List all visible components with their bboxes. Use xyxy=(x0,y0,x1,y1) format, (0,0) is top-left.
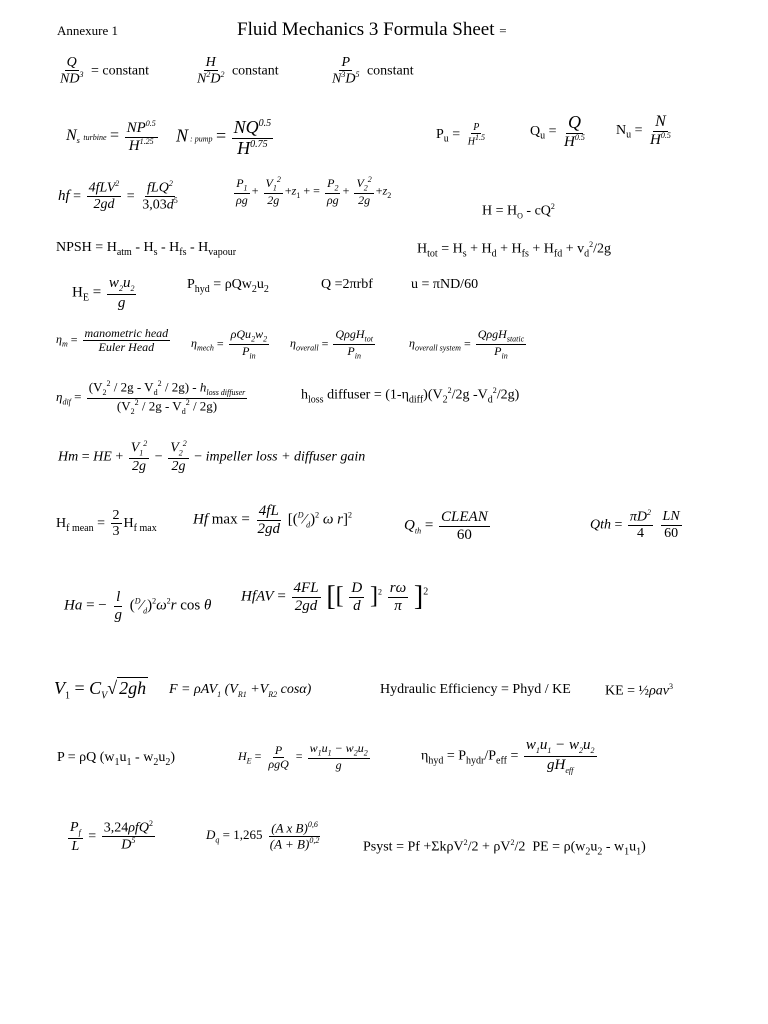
kinetic-energy-formula: KE = ½ρav$^3$ xyxy=(605,682,673,699)
qth-formula: Qth = $\frac{\pi D^2}{4}$ $\frac{LN}{60}$ xyxy=(590,508,680,542)
hydraulic-power-formula: $P_{hyd} = \rho Qw_2u_2$ xyxy=(187,277,269,295)
blade-speed-formula: u = πND/60 xyxy=(411,277,479,292)
turbine-label: turbine xyxy=(83,133,107,143)
unit-speed-formula: $N_u$ = $\frac{N}{H^{0.5}}$ xyxy=(616,113,671,148)
specific-speed-turbine: $N_s$ turbine = $\frac{NP^{0.5}}{H^{1.25}}$ xyxy=(66,119,156,154)
mechanical-efficiency-formula: $\eta_{mech}$ = $\frac{\rho Qu_2w_2}{P_{in}}$ xyxy=(191,327,268,361)
manometric-head-formula: Hm = HE + $\frac{V_1^2}{2g}$ − $\frac{V_2^2}{2g}$ − impeller loss + diffuser gain xyxy=(58,439,366,475)
overall-system-efficiency-formula: $\eta_{overall system}$ = $\frac{Q\rho gH_{static}}{P_{in}}$ xyxy=(409,327,525,361)
npsh-formula: NPSH = $H_{atm} - H_s - H_{fs} - H_{vapour}$ xyxy=(56,240,237,258)
mean-friction-head-formula: $H_{f mean}$ = $\frac{2}{3}$ $H_{f max}$ xyxy=(56,508,157,540)
diffuser-efficiency-formula: $\eta_{dif}$ = $\frac{(V_2^2 / 2g - V_d^2 / 2g) - h_{loss diffuser}}{(V_2^2 / 2g - V_d^2 / 2g)}$ xyxy=(56,379,246,416)
max-friction-head-formula: Hf max = $\frac{4fL}{2gd}$ [$(^D⁄_d)^2$ ω r]$^2$ xyxy=(193,503,353,537)
specific-speed-pump: N : pump = $\frac{NQ^{0.5}}{H^{0.75}}$ xyxy=(176,117,272,158)
title-mark: = xyxy=(499,23,507,38)
theoretical-flow-formula: $Q_{th}$ = $\frac{\text{CLEAN}}{60}$ xyxy=(404,509,488,543)
pump-power-formula: P = ρQ $(w_1u_1 - w_2u_2)$ xyxy=(57,750,175,768)
manometric-efficiency-formula: $\eta_m$ = $\frac{\text{manometric head}}{\text{Euler Head}}$ xyxy=(56,326,169,355)
equivalent-diameter-formula: $D_q = 1,265$ $\frac{(A x B)^{0,6}}{(A + B)^{0,2}}$ xyxy=(206,820,320,851)
constant-label-3: constant xyxy=(366,63,414,79)
constant-label-2: constant xyxy=(231,63,279,79)
page-title xyxy=(237,19,507,41)
unit-power-formula: $P_u$ = $\frac{P}{H^{1.5}}$ xyxy=(436,122,485,148)
power-coefficient-formula: $\frac{P}{N^3D^5}$ constant xyxy=(332,55,414,88)
flow-coefficient-formula: $\frac{Q}{ND^3}$ = constant xyxy=(60,55,150,88)
bernoulli-formula: $\frac{P_1}{\rho g}$ + $\frac{V_1^2}{2g}$ $+z_1$ + = $\frac{P_2}{\rho g}$ + $\frac{V_2^2}{2g}$ $+z_2$ xyxy=(236,175,392,208)
jet-force-formula: F = ρAV$_1$ ($V_{R1} +V_{R2}$ cosα) xyxy=(169,682,312,699)
title-text: Fluid Mechanics 3 Formula Sheet xyxy=(237,19,495,40)
acceleration-head-formula: Ha = − $\frac{l}{g}$ $(^D⁄_d)^2\omega^2r$ cos θ xyxy=(64,589,212,623)
euler-head-alt-formula: $H_E$ = $\frac{P}{\text{ρgQ}}$ = $\frac{w_1u_1 - w_2u_2}{g}$ xyxy=(238,741,368,773)
flow-rate-formula: Q =2πrbf xyxy=(321,277,373,292)
hydraulic-eff-detail-formula: $\eta_{hyd} = P_{hydr}/P_{eff}$ = $\frac{w_1u_1 - w_2u_2}{gH_{eff}}$ xyxy=(421,737,595,775)
friction-head-formula: hf = $\frac{4fLV^2}{2gd}$ = $\frac{fLQ^2}{3,03d^5}$ xyxy=(58,179,178,213)
pipe-friction-formula: $\frac{P_f}{L}$ = $\frac{3,24\rho fQ^2}{D^5}$ xyxy=(70,819,153,854)
overall-efficiency-formula: $\eta_{overall}$ = $\frac{Q\rho gH_{tot}}{P_{in}}$ xyxy=(290,327,373,361)
hydraulic-efficiency-formula: Hydraulic Efficiency = Phyd / KE xyxy=(380,682,571,697)
system-curve-formula: $H = H_O - cQ^2$ xyxy=(482,202,555,221)
head-coefficient-formula: $\frac{H}{N^2D^2}$ constant xyxy=(197,55,279,88)
unit-flow-formula: $Q_u$ = $\frac{Q}{H^{0.5}}$ xyxy=(530,112,585,150)
annexure-label: Annexure 1 xyxy=(57,23,119,38)
average-friction-head-formula: HfAV = $\frac{4FL}{2gd}$ [[ $\frac{D}{d}$ ]$^2$ $\frac{r\omega}{\pi}$ ]$^2$ xyxy=(241,580,429,614)
system-pressure-formula: Psyst = $Pf +\Sigma k\rho V^2/2 + \rho V^2/2$ PE = $\rho(w_2u_2 - w_1u_1)$ xyxy=(363,838,646,858)
pump-label: pump xyxy=(194,134,213,144)
diffuser-loss-formula: $h_{loss}$ diffuser = $(1-\eta_{diff})(V_2^2/2g$ $-V_d^2/2g$) xyxy=(301,386,520,406)
constant-label-1: = constant xyxy=(90,63,150,79)
total-head-formula: $H_{tot} = H_s + H_d + H_{fs} + H_{fd} + v_d^2/2g$ xyxy=(417,240,612,260)
euler-head-formula: $H_E$ = $\frac{w_2u_2}{g}$ xyxy=(72,275,135,311)
jet-velocity-formula: $V_1 = C_V√$ 2gh xyxy=(54,678,147,702)
